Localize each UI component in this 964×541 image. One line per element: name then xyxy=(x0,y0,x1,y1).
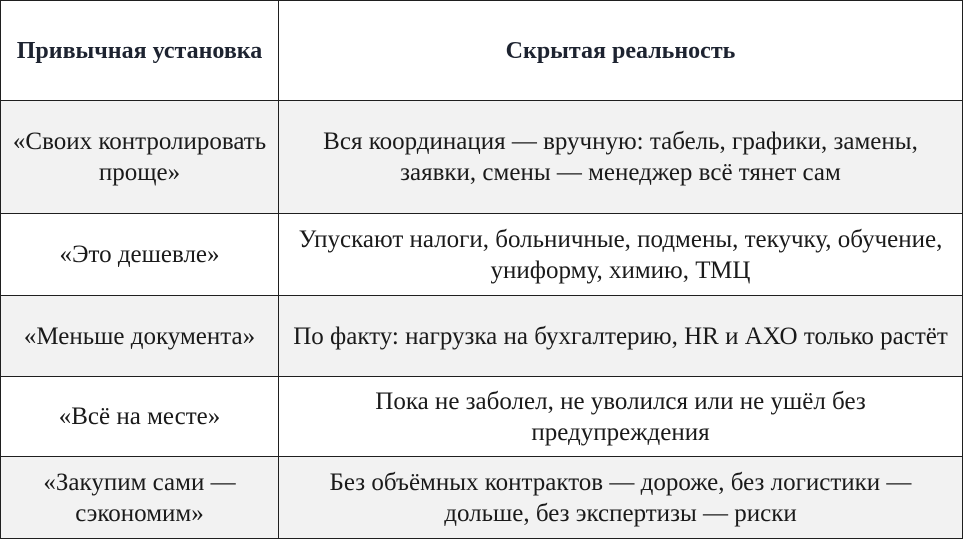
belief-cell: «Это дешевле» xyxy=(1,214,279,296)
belief-cell: «Своих контролировать проще» xyxy=(1,101,279,214)
reality-cell: По факту: нагрузка на бухгалтерию, HR и АХО только растёт xyxy=(279,296,963,377)
header-belief: Привычная установка xyxy=(1,1,279,101)
reality-cell: Упускают налоги, больничные, подмены, текучку, обучение, униформу, химию, ТМЦ xyxy=(279,214,963,296)
reality-cell: Вся координация — вручную: табель, графики, замены, заявки, смены — менеджер всё тянет сам xyxy=(279,101,963,214)
table-row xyxy=(1,296,963,377)
reality-cell: Без объёмных контрактов — дороже, без логистики — дольше, без экспертизы — риски xyxy=(279,457,963,539)
table-row xyxy=(1,457,963,539)
belief-cell: «Всё на месте» xyxy=(1,377,279,457)
table-header-row xyxy=(1,1,963,101)
belief-cell: «Меньше документа» xyxy=(1,296,279,377)
table-row xyxy=(1,377,963,457)
belief-cell: «Закупим сами — сэкономим» xyxy=(1,457,279,539)
table-row xyxy=(1,214,963,296)
table-row xyxy=(1,101,963,214)
reality-cell: Пока не заболел, не уволился или не ушёл без предупреждения xyxy=(279,377,963,457)
header-reality: Скрытая реальность xyxy=(279,1,963,101)
